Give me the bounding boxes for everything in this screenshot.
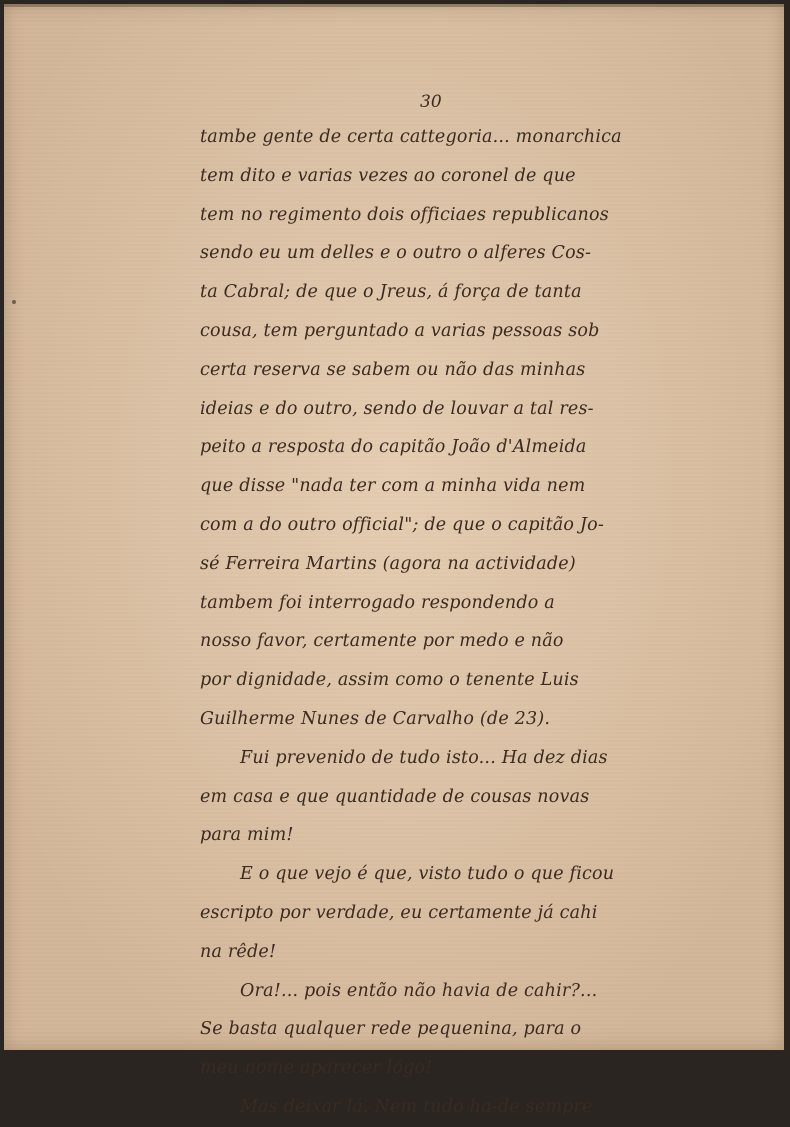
- text-line-16: Guilherme Nunes de Carvalho (de 23).: [200, 708, 551, 729]
- text-line-21: escripto por verdade, eu certamente já cahi: [200, 902, 598, 923]
- text-line-6: cousa, tem perguntado a varias pessoas sob: [200, 320, 600, 341]
- text-line-3: tem no regimento dois officiaes republicanos: [200, 204, 609, 225]
- text-line-10: que disse "nada ter com a minha vida nem: [200, 476, 586, 497]
- text-line-26: Mas deixar lá. Nem tudo ha-de sempre: [240, 1096, 593, 1117]
- text-line-8: ideias e do outro, sendo de louvar a tal res-: [200, 398, 594, 419]
- text-line-2: tem dito e varias vezes ao coronel de que: [200, 165, 576, 186]
- text-line-22: na rêde!: [200, 941, 277, 962]
- text-line-4: sendo eu um delles e o outro o alferes Cos-: [200, 243, 592, 264]
- text-line-19: para mim!: [200, 825, 294, 846]
- text-line-12: sé Ferreira Martins (agora na actividade): [200, 553, 576, 574]
- text-line-17: Fui prevenido de tudo isto... Ha dez dias: [240, 747, 608, 768]
- paper-hole-mark: [12, 300, 16, 304]
- text-line-11: com a do outro official"; de que o capitão Jo-: [200, 514, 604, 535]
- text-line-23: Ora!... pois então não havia de cahir?...: [240, 980, 598, 1001]
- text-line-9: peito a resposta do capitão João d'Almeida: [200, 437, 587, 458]
- text-line-24: Se basta qualquer rede pequenina, para o: [200, 1019, 582, 1040]
- handwritten-text-block: [200, 118, 680, 1127]
- text-line-7: certa reserva se sabem ou não das minhas: [200, 359, 586, 380]
- text-line-14: nosso favor, certamente por medo e não: [200, 631, 564, 652]
- text-line-1: tambe gente de certa cattegoria... monarchica: [200, 127, 622, 147]
- text-line-5: ta Cabral; de que o Jreus, á força de tanta: [200, 282, 582, 303]
- page-number: 30: [420, 92, 442, 112]
- text-line-15: por dignidade, assim como o tenente Luis: [200, 670, 579, 691]
- text-line-13: tambem foi interrogado respondendo a: [200, 592, 555, 613]
- text-line-18: em casa e que quantidade de cousas novas: [200, 786, 590, 807]
- page-top-edge: [4, 4, 784, 7]
- text-line-25: meu nome aparecer lógo!: [200, 1058, 433, 1079]
- text-line-20: E o que vejo é que, visto tudo o que ficou: [240, 864, 615, 885]
